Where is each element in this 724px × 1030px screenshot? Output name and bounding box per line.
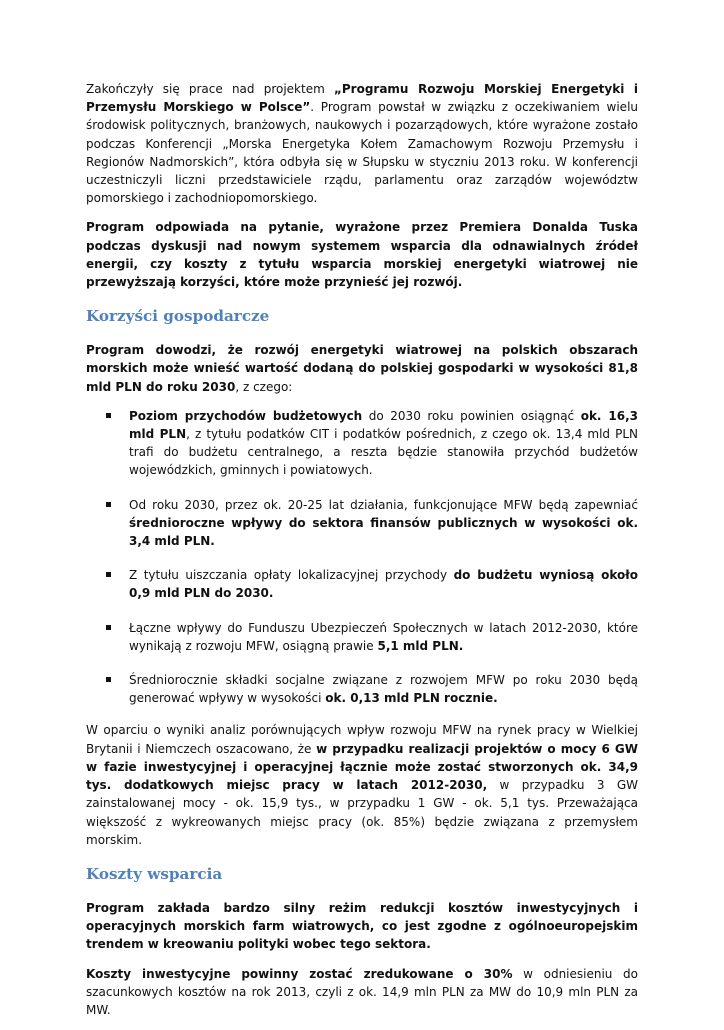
section-heading-support-costs: Koszty wsparcia [86, 864, 223, 883]
square-bullet-icon [106, 572, 111, 577]
list-item [86, 407, 638, 480]
list-item-bold: średnioroczne wpływy do sektora finansów publicznych w wysokości ok. 3,4 mld PLN. [129, 515, 638, 549]
jobs-paragraph [86, 721, 638, 848]
answer-text: Program odpowiada na pytanie, wyrażone przez Premiera Donalda Tuska podczas dyskusji nad nowym systemem wsparcia dla odnawialnych źródeł energii, czy koszty z tytułu wsparcia morskiej energetyki wiatrowej nie przewyższają korzyści, które może przynieść jej rozwój. [86, 220, 638, 290]
benefits-lead-paragraph [86, 341, 638, 396]
costs-paragraph [86, 965, 638, 1020]
benefits-list [86, 407, 638, 708]
jobs-text-2: w przypadku 3 GW zainstalowanej mocy - ok. 15,9 tys., w przypadku 1 GW - ok. 5,1 tys. Przeważająca większość z wykreowanych miejsc pracy (ok. 85%) będzie związana z przemysłem morskim. [86, 778, 638, 847]
jobs-bold: w przypadku realizacji projektów o mocy 6 GW w fazie inwestycyjnej i operacyjnej łącznie może zostać stworzonych ok. 34,9 tys. dodatkowych miejsc pracy w latach 2012-2030, [86, 741, 638, 793]
benefits-lead-bold: Program dowodzi, że rozwój energetyki wiatrowej na polskich obszarach morskich może wnieść wartość dodaną do polskiej gospodarki w wysokości 81,8 mld PLN do roku 2030 [86, 343, 638, 394]
list-item [86, 619, 638, 655]
jobs-text-1: W oparciu o wyniki analiz porównujących wpływ rozwoju MFW na rynek pracy w Wielkiej Brytanii i Niemczech oszacowano, że [86, 723, 638, 756]
intro-paragraph [86, 80, 638, 207]
intro-text-2: . Program powstał w związku z oczekiwaniem wielu środowisk politycznych, branżowych, naukowych i pozarządowych, które wyrażone zostało podczas Konferencji „Morska Energetyka Kołem Zamachowym Rozwoju Przemysłu i Regionów Nadmorskich”, która odbyła się w Słupsku w styczniu 2013 roku. W konferencji uczestniczyli liczni przedstawiciele rządu, parlamentu oraz zarządów województw pomorskiego i zachodniopomorskiego. [86, 100, 639, 206]
list-item-bold: 5,1 mld PLN. [377, 638, 464, 653]
intro-text-1: Zakończyły się prace nad projektem [86, 82, 334, 96]
list-item-text: Z tytułu uiszczania opłaty lokalizacyjnej przychody [129, 568, 454, 583]
section-heading-economic-benefits: Korzyści gospodarcze [86, 307, 270, 326]
regime-text: Program zakłada bardzo silny reżim redukcji kosztów inwestycyjnych i operacyjnych morskich farm wiatrowych, co jest zgodne z ogólnoeuropejskim trendem w kreowaniu polityki wobec tego sektora. [86, 900, 638, 952]
list-item-text: Łączne wpływy do Funduszu Ubezpieczeń Społecznych w latach 2012-2030, które wynikają z rozwoju MFW, osiągną prawie [129, 620, 638, 653]
document-page [86, 80, 638, 1030]
costs-text: w odniesieniu do szacunkowych kosztów na rok 2013, czyli z ok. 14,9 mln PLN za MW do 10,9 mln PLN za MW. [86, 966, 638, 1017]
square-bullet-icon [106, 677, 111, 682]
benefits-lead-text: , z czego: [235, 379, 293, 394]
list-item-text: do 2030 roku powinien osiągnąć [362, 408, 581, 423]
list-item [86, 496, 638, 551]
list-item-bold: ok. 0,13 mld PLN rocznie. [325, 691, 498, 706]
answer-paragraph [86, 218, 638, 291]
program-title: „Programu Rozwoju Morskiej Energetyki i Przemysłu Morskiego w Polsce” [86, 82, 638, 115]
list-item [86, 671, 638, 707]
list-item-bold: do budżetu wyniosą około 0,9 mld PLN do 2030. [129, 568, 638, 601]
square-bullet-icon [106, 625, 111, 630]
square-bullet-icon [106, 502, 111, 507]
list-item [86, 566, 638, 602]
list-item-bold: Poziom przychodów budżetowych [129, 408, 363, 423]
regime-paragraph [86, 899, 638, 954]
list-item-bold: ok. 16,3 mld PLN [129, 408, 639, 442]
list-item-text: , z tytułu podatków CIT i podatków pośrednich, z czego ok. 13,4 mld PLN trafi do budżetu centralnego, a reszta będzie stanowiła przychód budżetów wojewódzkich, gminnych i powiatowych. [129, 427, 638, 478]
costs-bold: Koszty inwestycyjne powinny zostać zredukowane o 30% [86, 966, 513, 981]
list-item-text: Od roku 2030, przez ok. 20-25 lat działania, funkcjonujące MFW będą zapewniać [129, 497, 638, 512]
list-item-text: Średniorocznie składki socjalne związane z rozwojem MFW po roku 2030 będą generować wpływy w wysokości [129, 673, 638, 706]
square-bullet-icon [106, 413, 111, 418]
